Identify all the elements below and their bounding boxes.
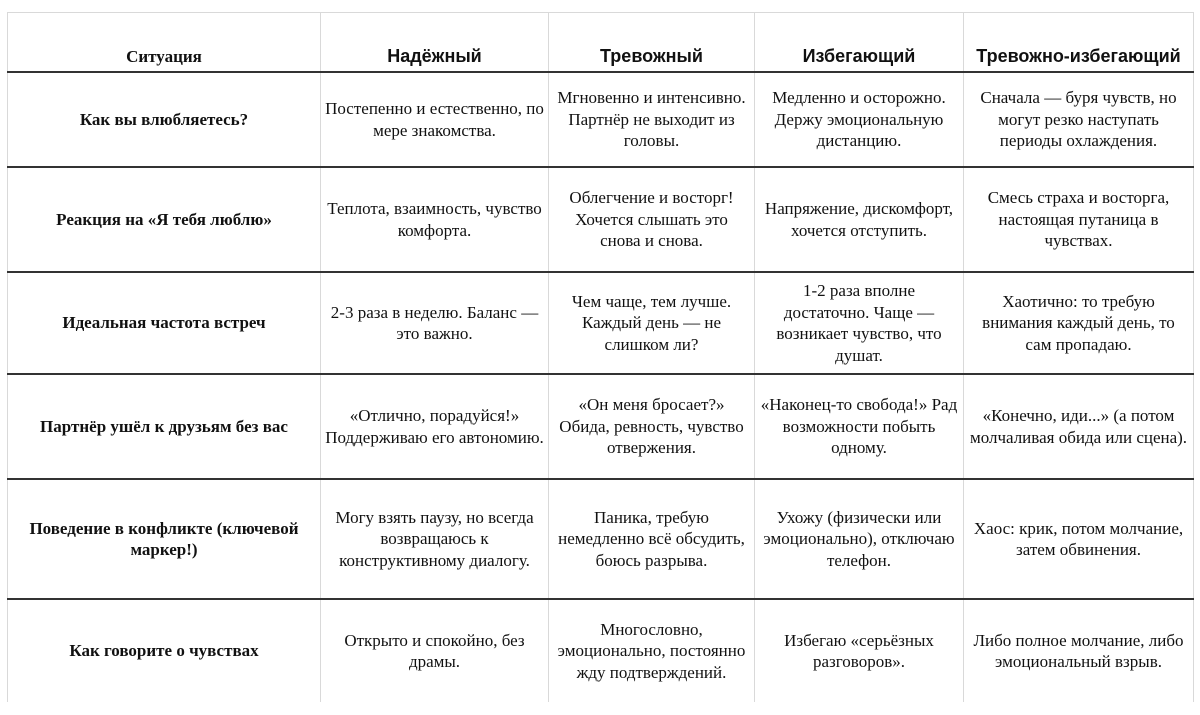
- situation-cell: Идеальная частота встреч: [8, 272, 321, 374]
- table-cell: Постепенно и естественно, по мере знакомства.: [321, 72, 549, 167]
- table-cell: Облегчение и восторг! Хочется слышать это снова и снова.: [549, 167, 755, 272]
- table-cell: Открыто и спокойно, без драмы.: [321, 599, 549, 702]
- header-avoidant: Избегающий: [755, 13, 964, 73]
- header-anxious: Тревожный: [549, 13, 755, 73]
- table-cell: Избегаю «серьёзных разговоров».: [755, 599, 964, 702]
- table-row: [8, 374, 1194, 479]
- table-cell: «Отлично, порадуйся!» Поддерживаю его автономию.: [321, 374, 549, 479]
- header-row: [8, 13, 1194, 73]
- table-cell: Могу взять паузу, но всегда возвращаюсь к конструктивному диалогу.: [321, 479, 549, 599]
- table-cell: «Наконец-то свобода!» Рад возможности побыть одному.: [755, 374, 964, 479]
- attachment-styles-table: [7, 12, 1194, 702]
- situation-cell: Реакция на «Я тебя люблю»: [8, 167, 321, 272]
- table-cell: Паника, требую немедленно всё обсудить, боюсь разрыва.: [549, 479, 755, 599]
- header-anxious-avoidant: Тревожно-избегающий: [964, 13, 1194, 73]
- table-cell: Многословно, эмоционально, постоянно жду подтверждений.: [549, 599, 755, 702]
- table-cell: Сначала — буря чувств, но могут резко наступать периоды охлаждения.: [964, 72, 1194, 167]
- table-row: [8, 599, 1194, 702]
- table-cell: 1-2 раза вполне достаточно. Чаще — возникает чувство, что душат.: [755, 272, 964, 374]
- table-cell: Смесь страха и восторга, настоящая путаница в чувствах.: [964, 167, 1194, 272]
- situation-cell: Как говорите о чувствах: [8, 599, 321, 702]
- table-cell: Чем чаще, тем лучше. Каждый день — не слишком ли?: [549, 272, 755, 374]
- table-cell: 2-3 раза в неделю. Баланс — это важно.: [321, 272, 549, 374]
- table-cell: «Он меня бросает?» Обида, ревность, чувство отвержения.: [549, 374, 755, 479]
- table-cell: Либо полное молчание, либо эмоциональный взрыв.: [964, 599, 1194, 702]
- table-cell: Хаотично: то требую внимания каждый день, то сам пропадаю.: [964, 272, 1194, 374]
- situation-cell: Партнёр ушёл к друзьям без вас: [8, 374, 321, 479]
- table-row: [8, 72, 1194, 167]
- situation-cell: Как вы влюбляетесь?: [8, 72, 321, 167]
- table-cell: Медленно и осторожно. Держу эмоциональную дистанцию.: [755, 72, 964, 167]
- table-cell: Напряжение, дискомфорт, хочется отступить.: [755, 167, 964, 272]
- table-cell: Ухожу (физически или эмоционально), отключаю телефон.: [755, 479, 964, 599]
- header-situation: Ситуация: [8, 13, 321, 73]
- table-cell: Теплота, взаимность, чувство комфорта.: [321, 167, 549, 272]
- table-row: [8, 167, 1194, 272]
- header-secure: Надёжный: [321, 13, 549, 73]
- table-cell: Мгновенно и интенсивно. Партнёр не выходит из головы.: [549, 72, 755, 167]
- table-row: [8, 479, 1194, 599]
- table-cell: Хаос: крик, потом молчание, затем обвинения.: [964, 479, 1194, 599]
- situation-cell: Поведение в конфликте (ключевой маркер!): [8, 479, 321, 599]
- table-cell: «Конечно, иди...» (а потом молчаливая обида или сцена).: [964, 374, 1194, 479]
- table-row: [8, 272, 1194, 374]
